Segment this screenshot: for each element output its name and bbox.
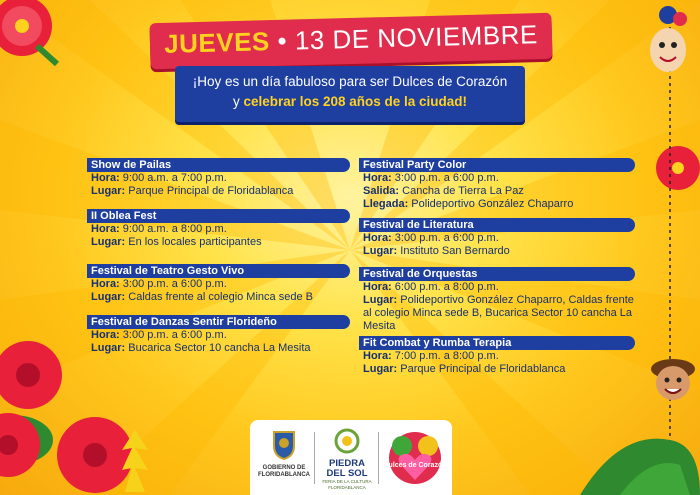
slogan-text xyxy=(175,72,525,112)
event-row: Lugar: Caldas frente al colegio Minca sede B xyxy=(91,291,313,303)
piedra-del-sol-logo: PIEDRA DEL SOL FERIA DE LA CULTURA FLORIDABLANCA xyxy=(318,428,376,491)
event-row: Lugar: Parque Principal de Floridablanca xyxy=(363,363,566,375)
event-title: Festival de Orquestas xyxy=(359,267,635,281)
event-literatura xyxy=(359,218,635,258)
event-row: Lugar: Instituto San Bernardo xyxy=(363,245,510,257)
event-row: Hora: 7:00 p.m. a 8:00 p.m. xyxy=(363,350,499,362)
slogan-line-2: y celebrar los 208 años de la ciudad! xyxy=(232,94,468,109)
slogan-highlight: celebrar los 208 años de la ciudad! xyxy=(243,94,468,109)
event-title: Show de Pailas xyxy=(87,158,350,172)
event-party-color xyxy=(359,158,635,211)
event-row: Hora: 6:00 p.m. a 8:00 p.m. xyxy=(363,281,499,293)
festival-logo-icon xyxy=(382,428,448,488)
heliconia-icon xyxy=(120,430,150,495)
logo-divider xyxy=(378,432,379,484)
day-label: JUEVES xyxy=(163,26,271,59)
date-label: 13 DE NOVIEMBRE xyxy=(294,19,539,56)
event-row: Hora: 3:00 p.m. a 6:00 p.m. xyxy=(363,172,499,184)
festival-logo-text: Dulces de Corazón xyxy=(383,462,447,469)
event-row: Salida: Cancha de Tierra La Paz xyxy=(363,185,524,197)
event-row: Hora: 3:00 p.m. a 6:00 p.m. xyxy=(363,232,499,244)
hibiscus-flower-icon xyxy=(0,0,62,66)
event-title: Festival de Literatura xyxy=(359,218,635,232)
event-title: II Oblea Fest xyxy=(87,209,350,223)
event-row: Hora: 9:00 a.m. a 7:00 p.m. xyxy=(91,172,227,184)
date-separator: • xyxy=(277,25,288,56)
dulces-de-corazon-logo xyxy=(382,428,448,488)
event-teatro-gesto-vivo xyxy=(87,264,350,304)
event-row: Hora: 9:00 a.m. a 8:00 p.m. xyxy=(91,223,227,235)
event-show-de-pailas xyxy=(87,158,350,198)
event-danzas-sentir-florideno xyxy=(87,315,350,355)
carnival-mask-icon xyxy=(640,5,695,75)
event-row: Lugar: Polideportivo González Chaparro, Caldas frente al colegio Minca sede B, Bucarica Sector 10 cancha La Mesita xyxy=(363,294,634,332)
event-orquestas xyxy=(359,267,635,333)
smiling-face-icon xyxy=(648,355,698,405)
event-row: Hora: 3:00 p.m. a 6:00 p.m. xyxy=(91,278,227,290)
sun-stone-icon xyxy=(334,428,360,454)
event-row: Lugar: Bucarica Sector 10 cancha La Mesita xyxy=(91,342,311,354)
event-oblea-fest xyxy=(87,209,350,249)
slogan-line-1: ¡Hoy es un día fabuloso para ser Dulces de Corazón xyxy=(192,74,508,89)
logo-divider xyxy=(314,432,315,484)
event-title: Festival de Teatro Gesto Vivo xyxy=(87,264,350,278)
coat-of-arms-icon xyxy=(269,428,299,460)
event-row: Llegada: Polideportivo González Chaparro xyxy=(363,198,574,210)
gobierno-floridablanca-logo: GOBIERNO DE FLORIDABLANCA xyxy=(258,428,310,479)
event-row: Hora: 3:00 p.m. a 6:00 p.m. xyxy=(91,329,227,341)
event-title: Festival de Danzas Sentir Florideño xyxy=(87,315,350,329)
event-title: Fit Combat y Rumba Terapia xyxy=(359,336,635,350)
green-hill-decoration xyxy=(580,420,700,495)
event-fit-combat-rumba xyxy=(359,336,635,376)
event-row: Lugar: Parque Principal de Floridablanca xyxy=(91,185,294,197)
event-title: Festival Party Color xyxy=(359,158,635,172)
event-row: Lugar: En los locales participantes xyxy=(91,236,262,248)
